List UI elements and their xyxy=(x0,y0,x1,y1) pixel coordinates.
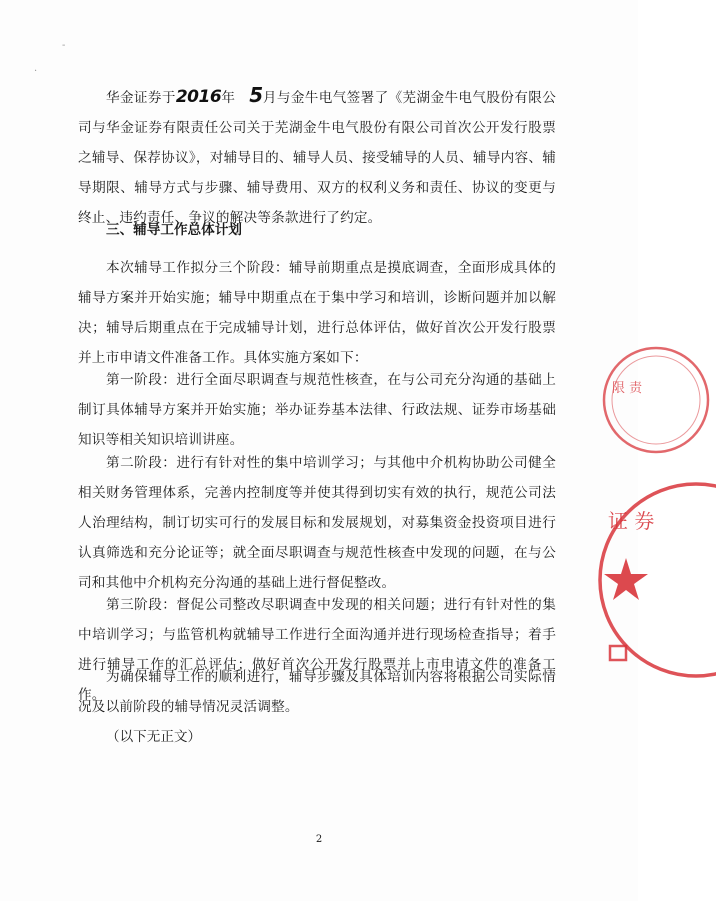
seal-top-icon xyxy=(598,340,678,460)
phase-one-paragraph: 第一阶段：进行全面尽职调查与规范性核查，在与公司充分沟通的基础上制订具体辅导方案并开始实施；举办证券基本法律、行政法规、证券市场基础知识等相关知识培训讲座。 xyxy=(78,372,556,448)
year-unit: 年 xyxy=(221,90,236,106)
phase-three-paragraph: 第三阶段：督促公司整改尽职调查中发现的相关问题；进行有针对性的集中培训学习；与监管机构就辅导工作进行全面沟通并进行现场检查指导；着手进行辅导工作的汇总评估；做好首次公开发行股票并上市申请文件的准备工作。 xyxy=(78,597,556,703)
intro-rest: 月与金牛电气签署了《芜湖金牛电气股份有限公司与华金证券有限责任公司关于芜湖金牛电气股份有限公司首次公开发行股票之辅导、保荐协议》，对辅导目的、辅导人员、接受辅导的人员、辅导内容、辅导期限、辅导方式与步骤、辅导费用、双方的权利义务和责任、协议的变更与终止、违约责任、争议的解决等条款进行了约定。 xyxy=(78,90,556,226)
seal-partial-main xyxy=(596,470,655,690)
seal-partial-top xyxy=(598,340,643,460)
section-heading: 三、辅导工作总体计划 xyxy=(106,222,242,238)
seal-main-icon xyxy=(596,470,716,690)
intro-lead: 华金证券于 xyxy=(106,90,176,106)
seal-top-text: 限 责 xyxy=(612,381,643,396)
plan-overview-paragraph: 本次辅导工作拟分三个阶段：辅导前期重点是摸底调查，全面形成具体的辅导方案并开始实施；辅导中期重点在于集中学习和培训，诊断问题并加以解决；辅导后期重点在于完成辅导计划，进行总体评估，做好首次公开发行股票并上市申请文件准备工作。具体实施方案如下： xyxy=(78,260,556,366)
scan-mark: - xyxy=(62,40,66,51)
closing-note: （以下无正文） xyxy=(106,729,202,745)
seal-main-text: 证 券 xyxy=(608,509,655,533)
page-number: 2 xyxy=(315,834,323,845)
intro-paragraph xyxy=(78,80,556,233)
handwritten-month: 5 xyxy=(249,83,263,107)
phase-two-paragraph: 第二阶段：进行有针对性的集中培训学习；与其他中介机构协助公司健全相关财务管理体系，完善内控制度等并使其得到切实有效的执行，规范公司法人治理结构，制订切实可行的发展目标和发展规划，对募集资金投资项目进行认真筛选和充分论证等；就全面尽职调查与规范性核查中发现的问题，在与公司和其他中介机构充分沟通的基础上进行督促整改。 xyxy=(78,455,556,591)
handwritten-year: 2016 xyxy=(175,87,222,107)
scan-mark: · xyxy=(34,66,38,77)
adjustment-paragraph: 为确保辅导工作的顺利进行，辅导步骤及具体培训内容将根据公司实际情况及以前阶段的辅导情况灵活调整。 xyxy=(78,669,556,715)
seal-star-icon xyxy=(604,558,648,600)
